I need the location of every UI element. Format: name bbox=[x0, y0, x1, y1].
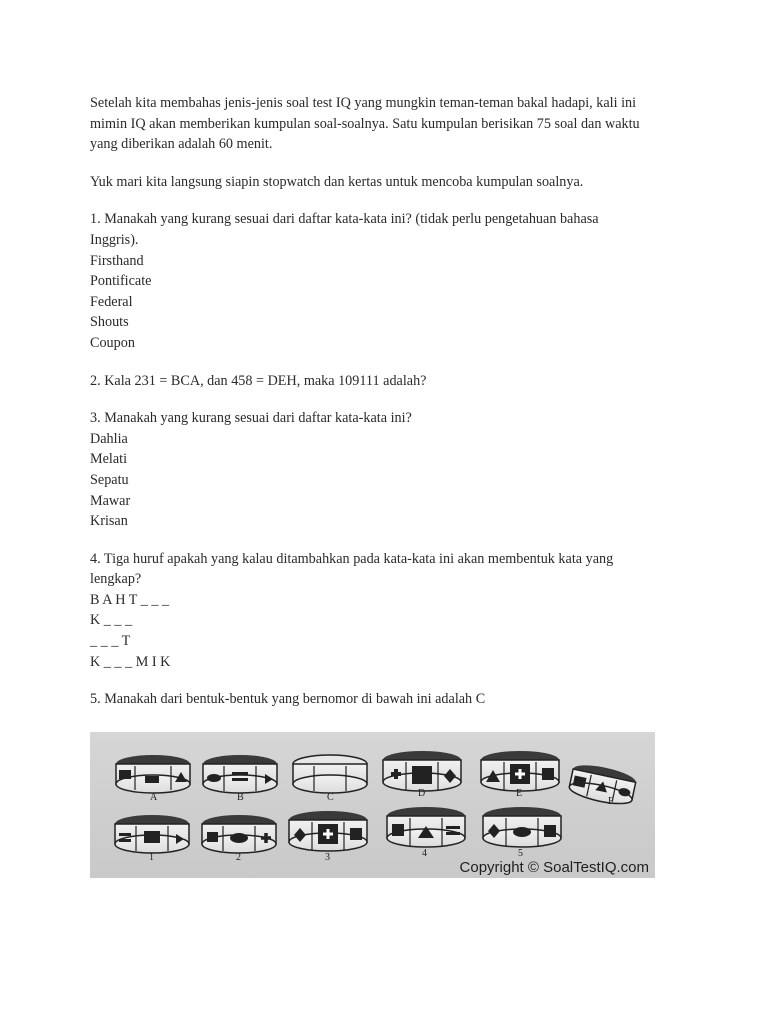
label-5: 5 bbox=[518, 848, 523, 859]
shape-3 bbox=[289, 811, 367, 851]
shape-b bbox=[203, 755, 277, 793]
question-3 bbox=[90, 408, 690, 532]
option-item: Firsthand bbox=[90, 252, 144, 269]
question-4-text: lengkap? bbox=[90, 571, 142, 588]
intro-line: mimin IQ akan memberikan kumpulan soal-soalnya. Satu kumpulan berisikan 75 soal dan waktu bbox=[90, 115, 640, 132]
shape-d bbox=[383, 751, 461, 791]
shape-4 bbox=[387, 807, 465, 847]
copyright-text: Copyright © SoalTestIQ.com bbox=[459, 859, 649, 876]
question-4 bbox=[90, 549, 690, 673]
question-1-text: 1. Manakah yang kurang sesuai dari daftar kata-kata ini? (tidak perlu pengetahuan bahasa bbox=[90, 211, 599, 228]
option-item: Dahlia bbox=[90, 430, 128, 447]
shape-a bbox=[116, 755, 190, 793]
label-c: C bbox=[327, 792, 334, 803]
word-item: _ _ _ T bbox=[90, 633, 131, 650]
option-item: Federal bbox=[90, 293, 133, 310]
option-item: Sepatu bbox=[90, 471, 129, 488]
shape-5 bbox=[483, 807, 561, 847]
shape-1 bbox=[115, 815, 189, 853]
intro-paragraph-2: Yuk mari kita langsung siapin stopwatch dan kertas untuk mencoba kumpulan soalnya. bbox=[90, 173, 584, 190]
option-item: Mawar bbox=[90, 492, 131, 509]
label-4: 4 bbox=[422, 848, 427, 859]
option-item: Coupon bbox=[90, 334, 135, 351]
shape-f bbox=[568, 761, 638, 808]
label-d: D bbox=[418, 788, 426, 799]
option-item: Krisan bbox=[90, 513, 128, 530]
label-a: A bbox=[150, 792, 158, 803]
document-body bbox=[90, 93, 690, 728]
intro-line: yang diberikan adalah 60 menit. bbox=[90, 136, 273, 153]
shape-2 bbox=[202, 815, 276, 853]
word-item: K _ _ _ bbox=[90, 612, 133, 629]
bracelet-shapes-svg bbox=[90, 732, 655, 878]
option-item: Pontificate bbox=[90, 273, 152, 290]
question-5-figure bbox=[90, 732, 655, 878]
question-4-text: 4. Tiga huruf apakah yang kalau ditambahkan pada kata-kata ini akan membentuk kata yang bbox=[90, 550, 614, 567]
label-b: B bbox=[237, 792, 244, 803]
label-1: 1 bbox=[149, 852, 154, 863]
intro-line: Setelah kita membahas jenis-jenis soal test IQ yang mungkin teman-teman bakal hadapi, kali ini bbox=[90, 95, 637, 111]
label-2: 2 bbox=[236, 852, 241, 863]
option-item: Shouts bbox=[90, 314, 129, 331]
question-2-text: 2. Kala 231 = BCA, dan 458 = DEH, maka 109111 adalah? bbox=[90, 372, 427, 389]
question-1-text: Inggris). bbox=[90, 231, 139, 248]
intro-paragraph bbox=[90, 93, 690, 155]
word-item: K _ _ _ M I K bbox=[90, 653, 171, 670]
question-3-text: 3. Manakah yang kurang sesuai dari daftar kata-kata ini? bbox=[90, 410, 412, 427]
shape-e bbox=[481, 751, 559, 791]
shape-c bbox=[293, 755, 367, 793]
option-item: Melati bbox=[90, 451, 128, 468]
label-3: 3 bbox=[325, 852, 330, 863]
question-1 bbox=[90, 209, 690, 353]
label-e: E bbox=[516, 788, 523, 799]
question-5-text: 5. Manakah dari bentuk-bentuk yang bernomor di bawah ini adalah C bbox=[90, 691, 486, 708]
label-f: F bbox=[608, 796, 614, 807]
word-item: B A H T _ _ _ bbox=[90, 591, 170, 608]
